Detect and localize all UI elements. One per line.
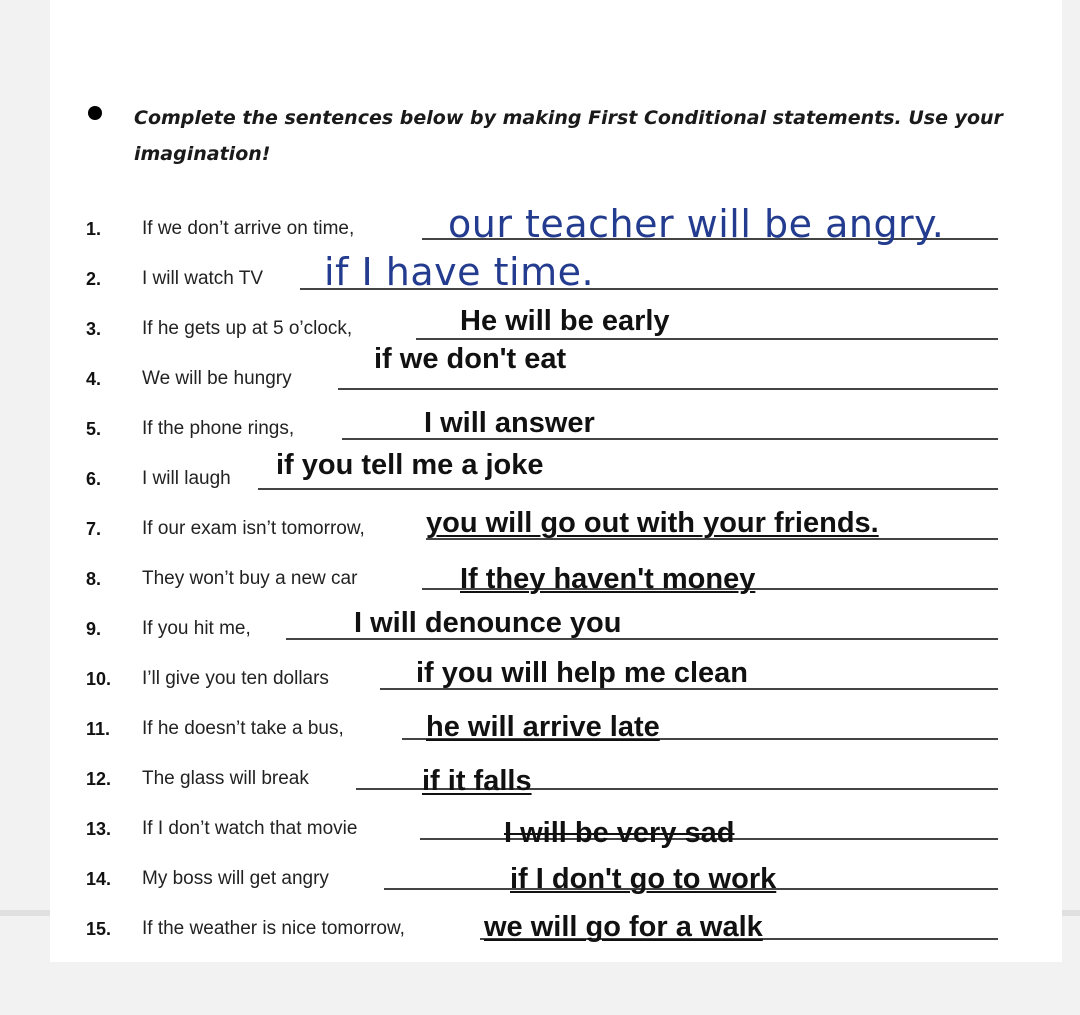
handwritten-answer: if I have time.	[324, 250, 595, 294]
typed-answer: I will denounce you	[354, 607, 622, 639]
item-number: 9.	[86, 619, 102, 639]
typed-answer: I will be very sad	[504, 817, 735, 849]
typed-answer: if it falls	[422, 765, 532, 797]
instructions-text: Complete the sentences below by making First Conditional statements. Use your imagination!	[134, 107, 1003, 165]
sentence-prompt: I will laugh	[142, 468, 231, 489]
sentence-row-11	[0, 700, 1080, 743]
typed-answer: if we don't eat	[374, 343, 567, 375]
item-number: 10.	[86, 669, 112, 689]
item-number: 13.	[86, 819, 112, 839]
sentence-row-7	[0, 500, 1080, 540]
sentence-prompt: If you hit me,	[142, 618, 251, 639]
sentence-row-8	[0, 550, 1080, 595]
sentence-row-2	[0, 250, 1080, 294]
item-number: 7.	[86, 519, 102, 539]
sentence-prompt: If he gets up at 5 o’clock,	[142, 318, 353, 339]
background-strip	[0, 962, 1080, 1015]
sentence-row-14	[0, 850, 1080, 895]
sentence-prompt: If I don’t watch that movie	[142, 818, 358, 839]
sentence-prompt: If the weather is nice tomorrow,	[142, 918, 405, 939]
typed-answer: you will go out with your friends.	[426, 507, 879, 539]
sentence-row-9	[0, 600, 1080, 640]
item-number: 8.	[86, 569, 102, 589]
answer-blank[interactable]	[258, 487, 998, 490]
typed-answer: if you tell me a joke	[276, 449, 544, 481]
handwritten-answer: our teacher will be angry.	[448, 202, 945, 246]
item-number: 12.	[86, 769, 112, 789]
sentence-prompt: If the phone rings,	[142, 418, 295, 439]
sentence-prompt: My boss will get angry	[142, 868, 329, 889]
sentence-row-4	[0, 343, 1080, 390]
sentence-prompt: We will be hungry	[142, 368, 292, 389]
sentence-prompt: If our exam isn’t tomorrow,	[142, 518, 365, 539]
typed-answer: He will be early	[460, 305, 670, 337]
sentence-row-6	[0, 450, 1080, 490]
sentence-prompt: I will watch TV	[142, 268, 264, 289]
item-number: 14.	[86, 869, 112, 889]
answer-blank[interactable]	[338, 387, 998, 390]
sentence-row-10	[0, 650, 1080, 690]
item-number: 11.	[86, 719, 111, 739]
sentence-prompt: The glass will break	[142, 768, 309, 789]
sentence-row-3	[0, 300, 1080, 340]
typed-answer: we will go for a walk	[484, 911, 763, 943]
item-number: 3.	[86, 319, 102, 339]
item-number: 5.	[86, 419, 102, 439]
item-number: 1.	[86, 219, 102, 239]
sentence-prompt: They won’t buy a new car	[142, 568, 358, 589]
item-number: 15.	[86, 919, 112, 939]
typed-answer: if I don't go to work	[510, 863, 777, 895]
typed-answer: I will answer	[424, 407, 595, 439]
sentence-row-5	[0, 400, 1080, 440]
bullet-icon	[88, 106, 102, 120]
item-number: 2.	[86, 269, 102, 289]
sentence-prompt: I’ll give you ten dollars	[142, 668, 329, 689]
item-number: 4.	[86, 369, 102, 389]
typed-answer: he will arrive late	[426, 711, 660, 743]
typed-answer: if you will help me clean	[416, 657, 748, 689]
sentence-row-12	[0, 750, 1080, 797]
sentence-row-1	[0, 200, 1080, 246]
item-number: 6.	[86, 469, 102, 489]
sentence-row-13	[0, 800, 1080, 849]
sentence-prompt: If we don’t arrive on time,	[142, 218, 355, 239]
typed-answer: If they haven't money	[460, 563, 756, 595]
sentence-row-15	[0, 900, 1080, 943]
sentence-prompt: If he doesn’t take a bus,	[142, 718, 344, 739]
